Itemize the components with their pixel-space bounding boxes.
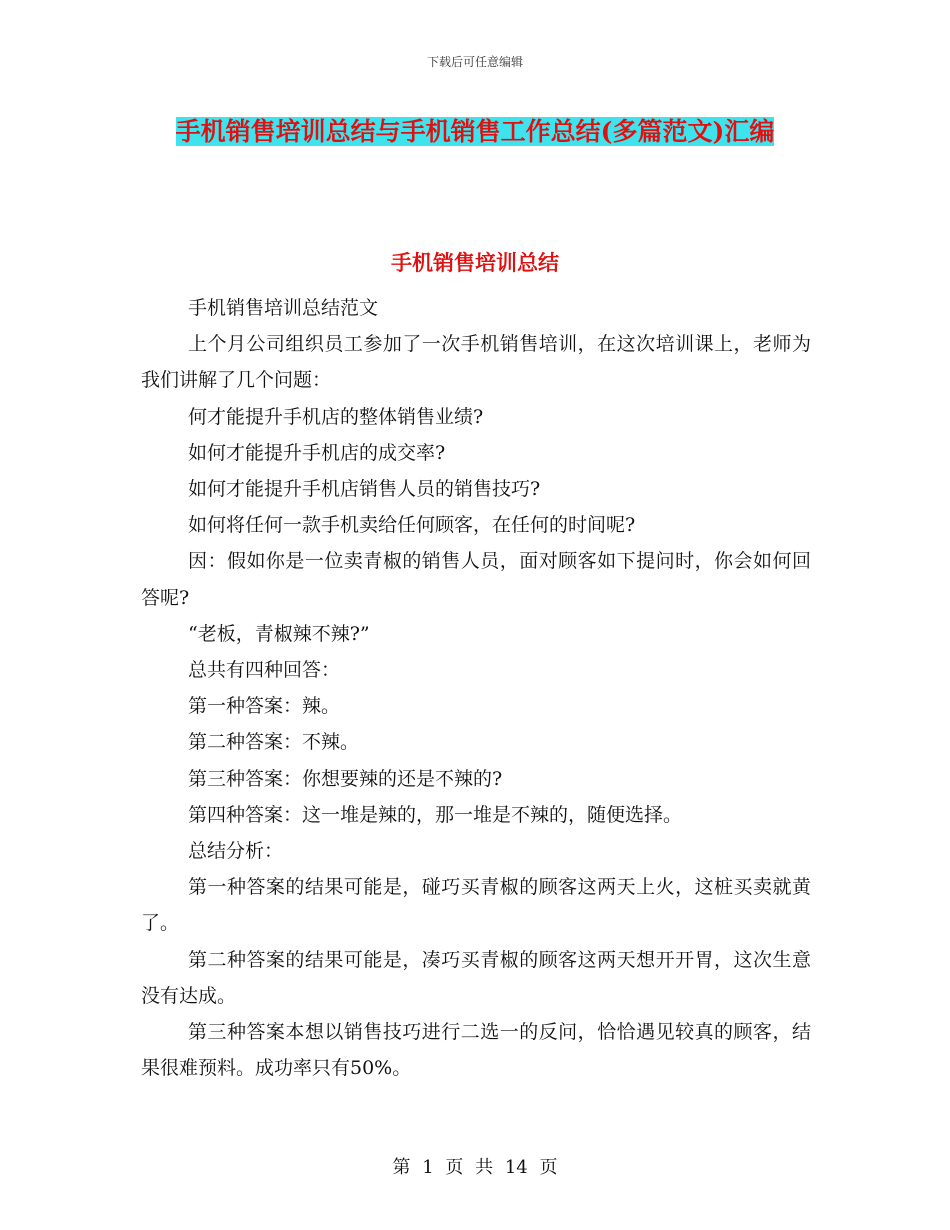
document-title (140, 110, 810, 153)
body-text (141, 290, 811, 1086)
paragraph: 第四种答案：这一堆是辣的，那一堆是不辣的，随便选择。 (188, 803, 683, 826)
paragraph: 第三种答案：你想要辣的还是不辣的? (188, 767, 503, 790)
header-note: 下载后可任意编辑 (426, 55, 523, 69)
paragraph: 何才能提升手机店的整体销售业绩? (188, 405, 484, 428)
paragraph: “老板，青椒辣不辣?” (188, 622, 370, 645)
paragraph: 总结分析： (188, 840, 284, 863)
paragraph: 第二种答案：不辣。 (188, 731, 360, 754)
paragraph: 上个月公司组织员工参加了一次手机销售培训，在这次培训课上，老师为我们讲解了几个问题： (141, 333, 811, 392)
document-title-text: 手机销售培训总结与手机销售工作总结(多篇范文)汇编 (175, 117, 775, 146)
paragraph: 手机销售培训总结范文 (188, 297, 379, 319)
paragraph: 如何才能提升手机店销售人员的销售技巧? (188, 478, 541, 501)
paragraph: 第二种答案的结果可能是，凑巧买青椒的顾客这两天想开开胃，这次生意没有达成。 (141, 948, 811, 1007)
page-footer: 第 1 页 共 14 页 (392, 1157, 558, 1178)
paragraph: 第一种答案：辣。 (188, 695, 341, 718)
section-title: 手机销售培训总结 (391, 250, 559, 275)
paragraph: 第一种答案的结果可能是，碰巧买青椒的顾客这两天上火，这桩买卖就黄了。 (141, 876, 811, 935)
paragraph: 如何才能提升手机店的成交率? (188, 441, 446, 464)
paragraph: 如何将任何一款手机卖给任何顾客，在任何的时间呢? (188, 514, 636, 537)
paragraph: 第三种答案本想以销售技巧进行二选一的反问，恰恰遇见较真的顾客，结果很难预料。成功率只有50%。 (141, 1021, 811, 1080)
paragraph: 因：假如你是一位卖青椒的销售人员，面对顾客如下提问时，你会如何回答呢? (141, 550, 811, 609)
paragraph: 总共有四种回答： (188, 659, 341, 682)
